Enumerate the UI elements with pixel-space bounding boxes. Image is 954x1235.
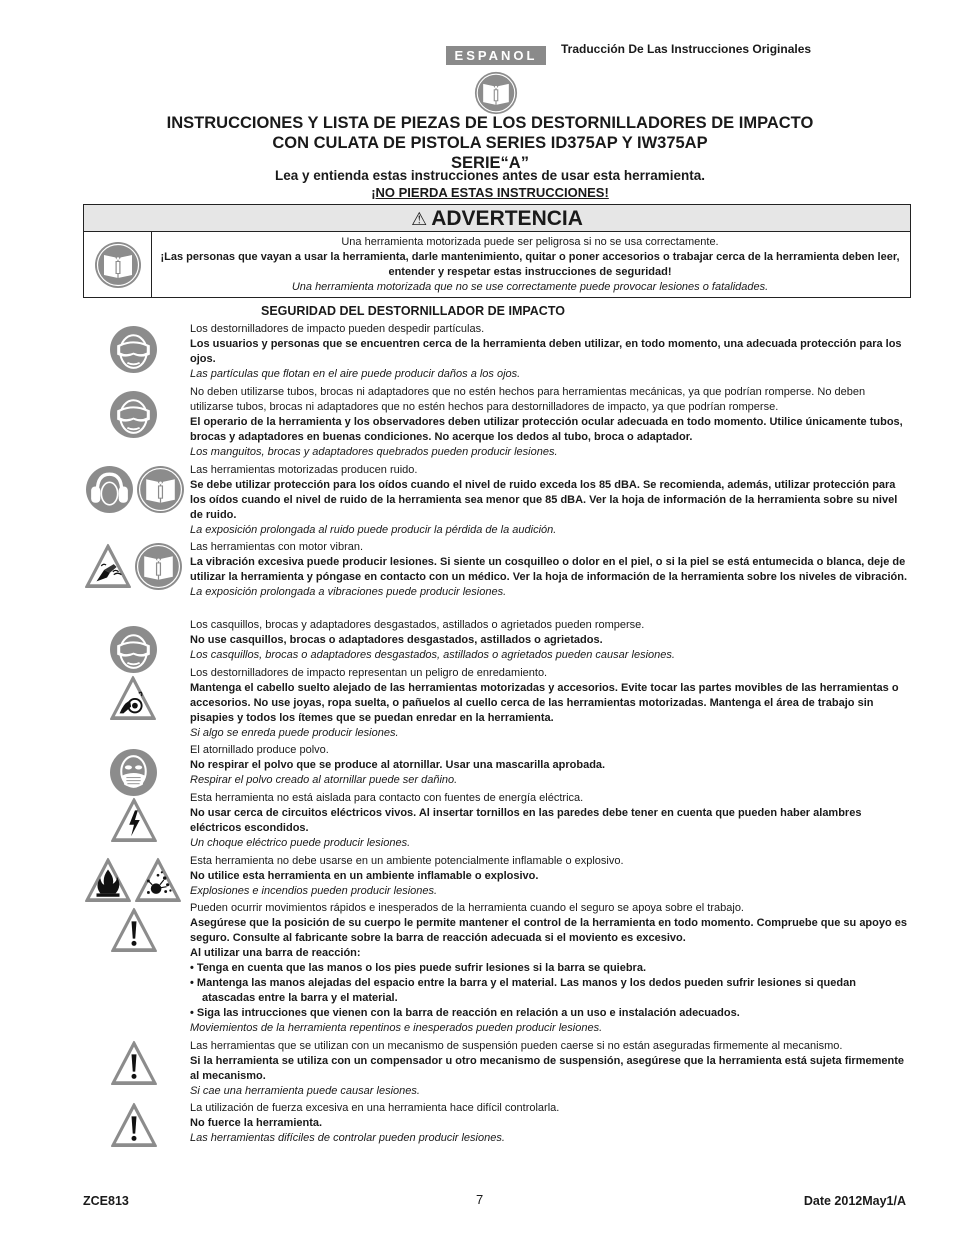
exclamation-warning-icon (110, 1040, 158, 1086)
safety-line: • Mantenga las manos alejadas del espacio entre la barra y el material. Las manos y los dedos pueden sufrir lesiones si quedan atascadas entre la barra y el material. (190, 977, 856, 1004)
warning-line: ¡Las personas que vayan a usar la herramienta, darle mantenimiento, quitar o poner accesorios o trabajar cerca de la herramienta deben leer, entender y respetar estas instrucciones de seguridad! (160, 251, 900, 278)
read-manual-icon (474, 71, 518, 115)
safety-line: La exposición prolongada al ruido puede producir la pérdida de la audición. (190, 524, 557, 536)
warning-text (154, 235, 906, 295)
safety-line: Los manguitos, brocas y adaptadores quebrados pueden producir lesiones. (190, 446, 558, 458)
safety-line: Los usuarios y personas que se encuentren cerca de la herramienta deben utilizar, en todo momento, una adecuada protección para los ojos. (190, 338, 902, 365)
safety-line: Explosiones e incendios pueden producir lesiones. (190, 885, 438, 897)
exclamation-warning-icon (110, 907, 158, 953)
page-number: 7 (476, 1192, 484, 1207)
safety-line: No use casquillos, brocas o adaptadores desgastados, astillados o agrietados. (190, 634, 603, 646)
safety-line: Se debe utilizar protección para los oídos cuando el nivel de ruido exceda los 85 dBA. Se recomienda, además, utilizar protección para los oídos cuando el nivel de ruido de la herramienta sea menor que 85 dBA. Ver la hoja de información de la herramienta sobre su nivel de ruido. (190, 479, 898, 521)
language-badge: ESPANOL (446, 46, 546, 65)
safety-block (190, 540, 910, 600)
warning-line: Una herramienta motorizada que no se use correctamente puede provocar lesiones o fatalidades. (291, 281, 769, 293)
safety-block (190, 854, 910, 899)
safety-line: Los destornilladores de impacto representan un peligro de enredamiento. (190, 667, 548, 679)
safety-line: Esta herramienta no está aislada para contacto con fuentes de energía eléctrica. (190, 792, 584, 804)
safety-line: No respirar el polvo que se produce al atornillar. Usar una mascarilla aprobada. (190, 759, 606, 771)
safety-line: Respirar el polvo creado al atornillar puede ser dañino. (190, 774, 458, 786)
respirator-mask-icon (109, 748, 158, 797)
entanglement-hazard-icon (109, 675, 157, 721)
warning-icon-cell (84, 232, 152, 297)
safety-line: No usar cerca de circuitos eléctricos vivos. Al insertar tornillos en las paredes debe tener en cuenta que pueden haber alambres eléctricos escondidos. (190, 807, 862, 834)
page-title-line1: INSTRUCCIONES Y LISTA DE PIEZAS DE LOS DESTORNILLADORES DE IMPACTO (166, 114, 814, 132)
safety-line: Los destornilladores de impacto pueden despedir partículas. (190, 323, 485, 335)
safety-block (190, 901, 910, 1036)
safety-line: Pueden ocurrir movimientos rápidos e inesperados de la herramienta cuando el seguro se apoya sobre el trabajo. (190, 902, 744, 914)
safety-line: No deben utilizarse tubos, brocas ni adaptadores que no estén hechos para herramientas mecánicas, ya que podrían romperse. No deben utilizarse tubos, brocas ni adaptadores que no estén hechos para destornilladores de impacto, ya que podrían romperse. (190, 386, 866, 413)
safety-line: • Siga las intrucciones que vienen con la barra de reacción en relación a un uso e instalación adecuados. (190, 1007, 740, 1019)
safety-line: Asegúrese que la posición de su cuerpo le permite mantener el control de la herramienta en todo momento. Compruebe que su apoyo es seguro. Consulte al fabricante sobre la barra de reacción adecuada si el moviento es excesivo. (190, 917, 907, 944)
warning-header (84, 205, 910, 232)
exclamation-warning-icon (110, 1102, 158, 1148)
warning-triangle-icon: ⚠ (411, 209, 428, 229)
safety-line: Moviemientos de la herramienta repentinos e inesperados pueden producir lesiones. (190, 1022, 603, 1034)
safety-line: El atornillado produce polvo. (190, 744, 329, 756)
safety-line: La exposición prolongada a vibraciones puede producir lesiones. (190, 586, 507, 598)
page-title-line2: CON CULATA DE PISTOLA SERIES ID375AP Y IW375AP (272, 134, 708, 152)
fire-hazard-icon (84, 857, 132, 903)
document-code: ZCE813 (83, 1194, 129, 1208)
document-date: Date 2012May1/A (803, 1194, 906, 1208)
safety-block (190, 463, 910, 538)
electric-shock-icon (110, 797, 158, 843)
safety-line: Si algo se enreda puede producir lesiones. (190, 727, 399, 739)
safety-line: • Tenga en cuenta que las manos o los pies puede sufrir lesiones si la barra se quiebra. (190, 962, 647, 974)
explosion-hazard-icon (134, 857, 182, 903)
safety-line: Si la herramienta se utiliza con un compensador u otro mecanismo de suspensión, asegúrese que la herramienta está sujeta firmemente al mecanismo. (190, 1055, 905, 1082)
warning-body (84, 232, 910, 297)
safety-line: La vibración excesiva puede producir lesiones. Si siente un cosquilleo o dolor en el piel, o si la piel se está entumecida o blanca, deje de utilizar la herramienta y póngase en contacto con un médico. Ver la hoja de información de la herramienta sobre los niveles de vibración. (190, 556, 908, 583)
vibration-hazard-icon (84, 543, 132, 589)
safety-block (190, 666, 910, 741)
read-instructions-note: Lea y entienda estas instrucciones antes de usar esta herramienta. (275, 168, 705, 183)
safety-line: Mantenga el cabello suelto alejado de las herramientas motorizadas y accesorios. Evite tocar las partes movibles de las herramientas o accesorios. No use joyas, ropa suelta, o pañuelos al cuello cerca de las herramientas motorizadas. Mantenga el área de trabajo sin pisapies y todos los ítemes que se puedan enredar en la herramienta. (190, 682, 899, 724)
safety-line: El operario de la herramienta y los observadores deben utilizar protección ocular adecuada en todo momento. Utilice únicamente tubos, brocas y adaptadores en buenas condiciones. No acerque los dedos al tubo, broca o adaptador. (190, 416, 903, 443)
read-manual-icon (134, 542, 183, 591)
safety-line: Las partículas que flotan en el aire puede producir daños a los ojos. (190, 368, 521, 380)
eye-protection-icon (109, 625, 158, 674)
safety-line: Al utilizar una barra de reacción: (190, 947, 361, 959)
page-title-series: SERIE“A” (451, 154, 529, 172)
safety-line: Las herramientas motorizadas producen ruido. (190, 464, 418, 476)
safety-block (190, 322, 910, 382)
section-title: SEGURIDAD DEL DESTORNILLADOR DE IMPACTO (261, 304, 565, 318)
warning-heading: ADVERTENCIA (431, 207, 583, 230)
safety-line: Las herramientas difíciles de controlar pueden producir lesiones. (190, 1132, 505, 1144)
safety-line: Un choque eléctrico puede producir lesiones. (190, 837, 411, 849)
safety-line: Esta herramienta no debe usarse en un ambiente potencialmente inflamable o explosivo. (190, 855, 624, 867)
safety-block (190, 791, 910, 851)
safety-block (190, 618, 910, 663)
safety-line: No utilice esta herramienta en un ambiente inflamable o explosivo. (190, 870, 539, 882)
ear-protection-icon (85, 465, 134, 514)
warning-line: Una herramienta motorizada puede ser peligrosa si no se usa correctamente. (341, 236, 719, 248)
safety-line: Las herramientas con motor vibran. (190, 541, 364, 553)
eye-protection-icon (109, 390, 158, 439)
keep-instructions-note: ¡NO PIERDA ESTAS INSTRUCCIONES! (371, 185, 609, 200)
safety-line: Las herramientas que se utilizan con un mecanismo de suspensión pueden caerse si no están aseguradas firmemente al mecanismo. (190, 1040, 843, 1052)
read-manual-icon (136, 465, 185, 514)
read-manual-icon (94, 241, 142, 289)
translation-note: Traducción De Las Instrucciones Originales (561, 42, 812, 56)
safety-line: No fuerce la herramienta. (190, 1117, 323, 1129)
safety-line: Si cae una herramienta puede causar lesiones. (190, 1085, 420, 1097)
eye-protection-icon (109, 325, 158, 374)
safety-block (190, 1039, 910, 1099)
safety-block (190, 1101, 910, 1146)
safety-line: Los casquillos, brocas o adaptadores desgastados, astillados o agrietados pueden causar lesiones. (190, 649, 675, 661)
safety-line: La utilización de fuerza excesiva en una herramienta hace difícil controlarla. (190, 1102, 560, 1114)
safety-block (190, 743, 910, 788)
safety-line: Los casquillos, brocas y adaptadores desgastados, astillados o agrietados pueden romperse. (190, 619, 645, 631)
safety-block (190, 385, 910, 460)
warning-box (83, 204, 911, 298)
